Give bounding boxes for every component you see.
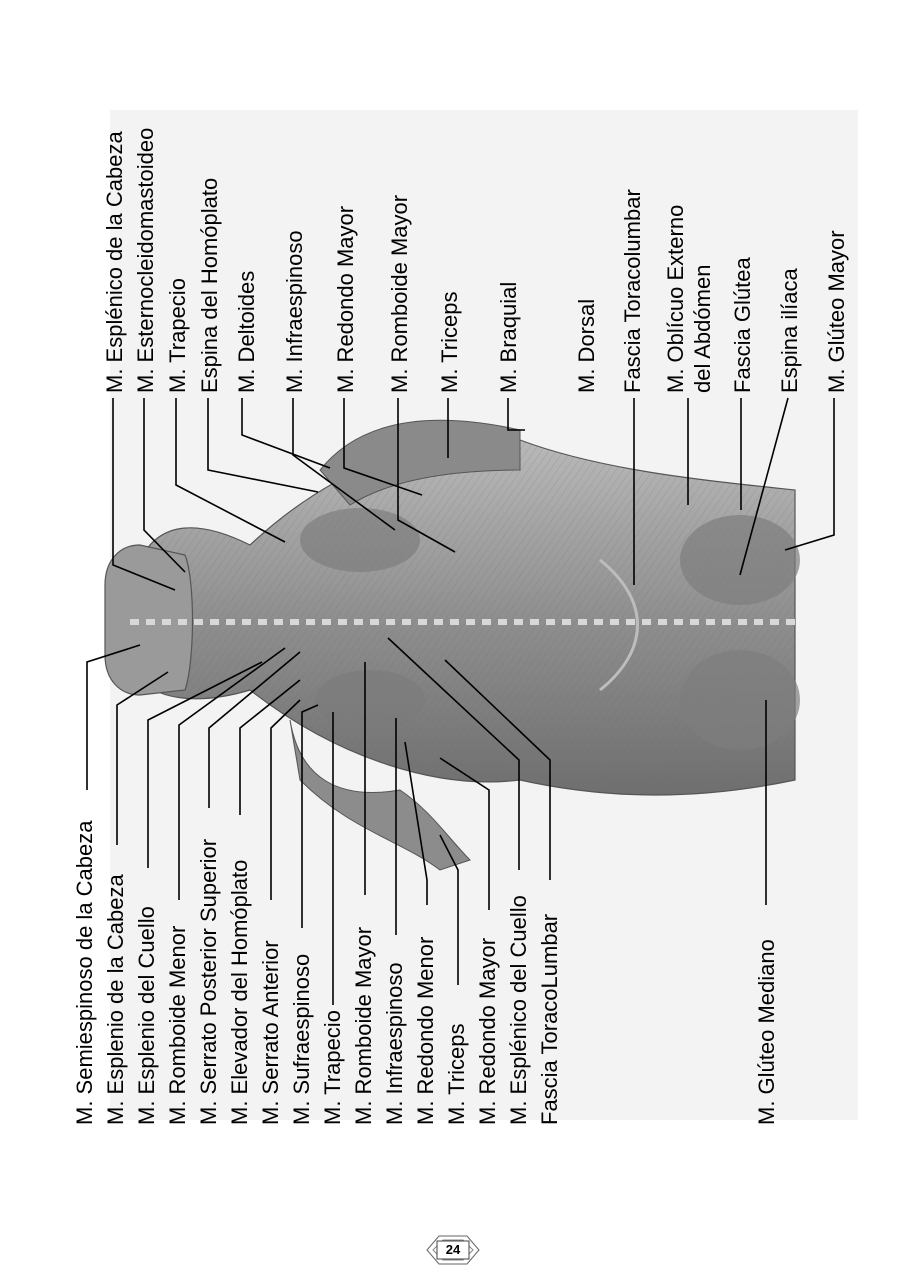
label-esplenico-cabeza: M. Esplénico de la Cabeza — [102, 131, 127, 393]
label-triceps-bottom: M. Triceps — [444, 1023, 469, 1125]
label-dorsal: M. Dorsal — [574, 298, 599, 393]
label-espina-iliaca: Espina ilíaca — [777, 268, 802, 393]
label-esplenio-cabeza: M. Esplenio de la Cabeza — [103, 874, 128, 1125]
label-braquial: M. Braquial — [496, 281, 521, 393]
page-number: 24 — [445, 1242, 461, 1257]
label-obliculo-externo: M. Oblícuo Externo — [663, 204, 688, 393]
label-romboide-mayor-bottom: M. Romboide Mayor — [351, 926, 376, 1125]
label-infraespinoso-bottom: M. Infraespinoso — [382, 962, 407, 1125]
label-trapecio-top: M. Trapecio — [165, 278, 190, 393]
label-deltoides: M. Deltoides — [234, 270, 259, 393]
label-serrato-anterior: M. Serrato Anterior — [258, 940, 283, 1125]
label-esternocleidomastoideo: M. Esternocleidomastoideo — [133, 127, 158, 393]
label-romboide-mayor-top: M. Romboide Mayor — [387, 194, 412, 393]
label-redondo-menor: M. Redondo Menor — [413, 936, 438, 1125]
label-elevador-homoplato: M. Elevador del Homóplato — [227, 859, 252, 1125]
label-semiespinoso-cabeza: M. Semiespinoso de la Cabeza — [72, 820, 97, 1125]
label-triceps-top: M. Triceps — [437, 291, 462, 393]
label-redondo-mayor-top: M. Redondo Mayor — [333, 205, 358, 393]
label-redondo-mayor-bottom: M. Redondo Mayor — [475, 937, 500, 1125]
label-trapecio-bottom: M. Trapecio — [320, 1010, 345, 1125]
label-espina-homoplato: Espina del Homóplato — [197, 177, 222, 393]
label-infraespinoso-top: M. Infraespinoso — [282, 230, 307, 393]
label-fascia-glutea: Fascia Glútea — [730, 257, 755, 393]
label-gluteo-mayor: M. Glúteo Mayor — [824, 230, 849, 393]
label-fascia-toracolumbar-bottom: Fascia ToracoLumbar — [537, 913, 562, 1125]
label-romboide-menor: M. Romboide Menor — [165, 925, 190, 1125]
label-fascia-toracolumbar-top: Fascia Toracolumbar — [620, 189, 645, 393]
label-esplenico-cuello: M. Esplénico del Cuello — [506, 895, 531, 1125]
label-serrato-posterior-superior: M. Serrato Posterior Superior — [196, 838, 221, 1125]
label-esplenio-cuello: M. Esplenio del Cuello — [134, 906, 159, 1125]
label-gluteo-mediano: M. Glúteo Mediano — [754, 939, 779, 1125]
label-del-abdomen: del Abdómen — [690, 264, 715, 393]
label-sufraespinoso: M. Sufraespinoso — [289, 953, 314, 1125]
